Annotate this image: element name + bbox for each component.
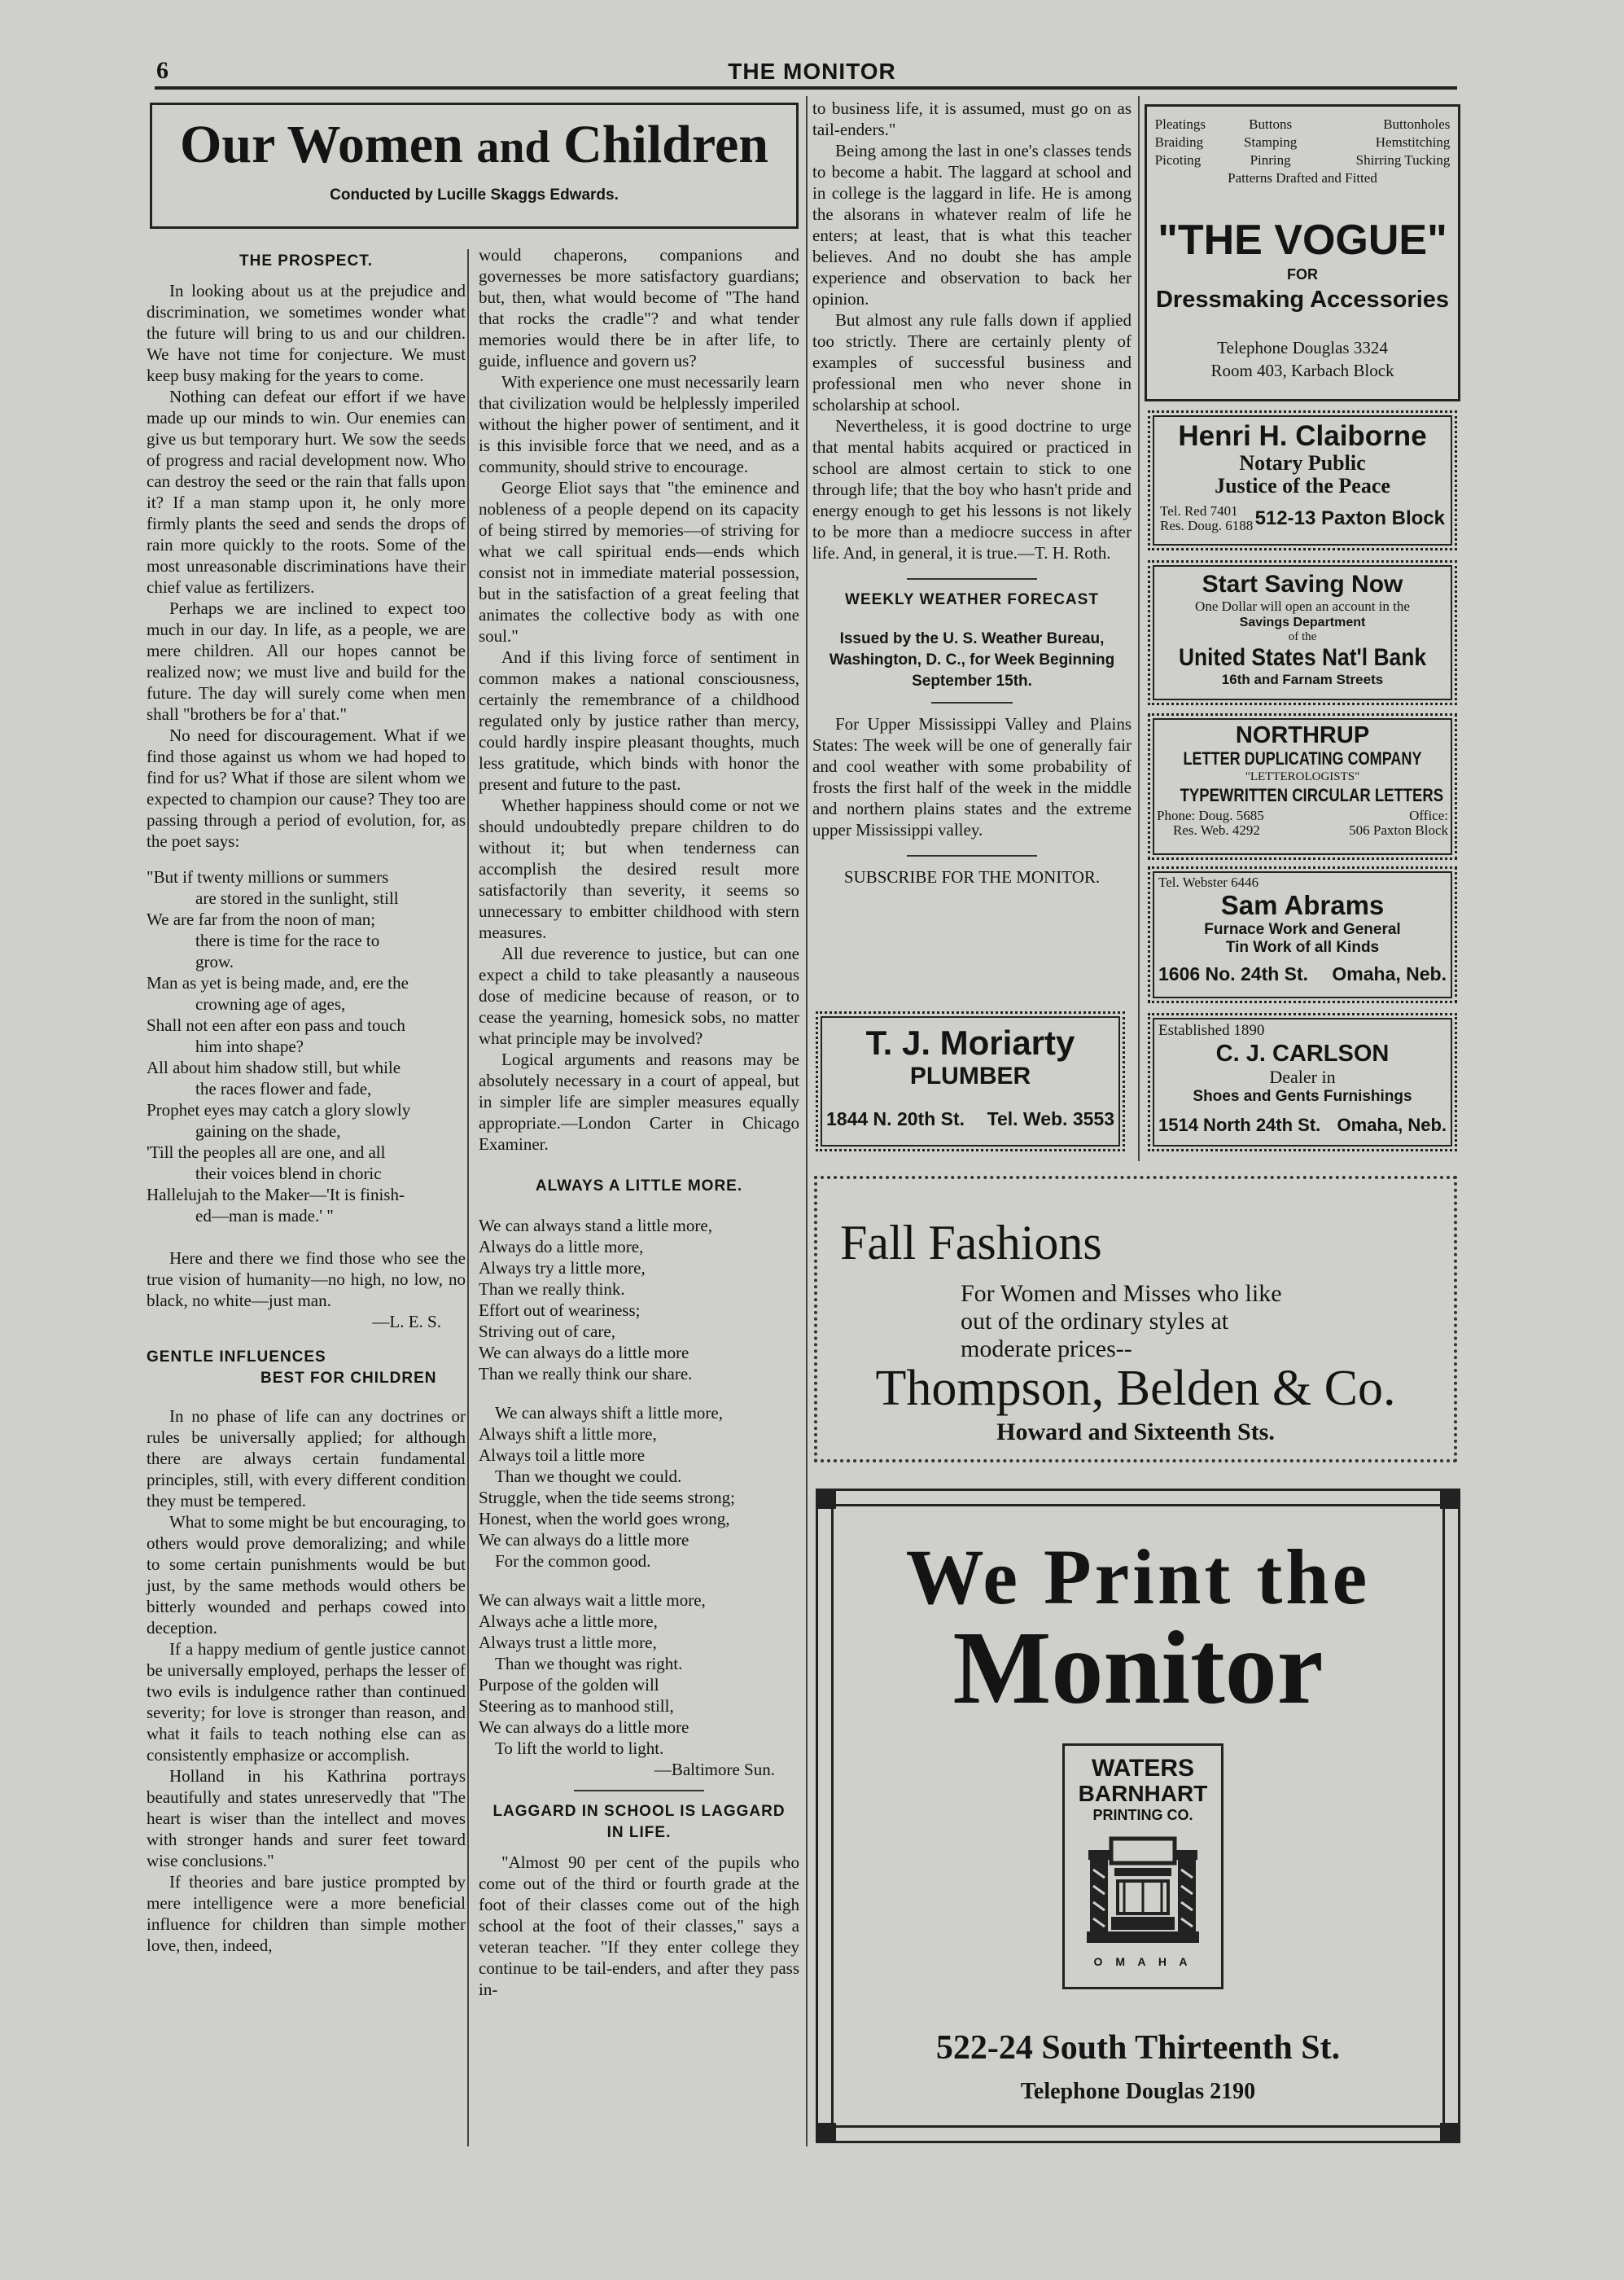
paragraph: Holland in his Kathrina portrays beautifully and states unreservedly that "The heart is wiser than the intellect and moves with stronger hands and surer feet toward wise conclusions." [147, 1766, 466, 1870]
poem: We can always wait a little more, Always ache a little more, Always trust a little more, Than we thought was right. Purpose of the golden will Steering as to manhood still, We can always do a little more To lift the world to light. [479, 1590, 706, 1758]
article-heading: LAGGARD IN SCHOOL IS LAGGARD IN LIFE. [492, 1803, 786, 1841]
section-title: Our Women and Children [180, 115, 768, 174]
paragraph: would chaperons, companions and governesses be more satisfactory guardians; but, then, what would become of "The hand that rocks the cradle"? and what tender memories would there be in after life, to guide, influence and govern us? [479, 245, 799, 370]
paragraph: What to some might be but encouraging, to others would prove demoralizing; and while to some certain punishments would be but just, by the same methods would others be bitterly wounded and perhaps cowed into deception. [147, 1512, 466, 1638]
top-rule [155, 86, 1457, 90]
ad-moriarty: T. J. Moriarty PLUMBER 1844 N. 20th St. Tel. Web. 3553 [816, 1011, 1125, 1151]
article-heading: ALWAYS A LITTLE MORE. [535, 1177, 743, 1195]
ad-us-national-bank: Start Saving Now One Dollar will open an account in the Savings Department of the United States Nat'l Bank 16th and Farnam Streets [1148, 560, 1457, 705]
divider [931, 702, 1013, 704]
printing-press-icon [1082, 1829, 1204, 1951]
column-rule [806, 96, 808, 2146]
divider [907, 855, 1037, 857]
paragraph: Nevertheless, it is good doctrine to urge that mental habits acquired or practiced in school are almost certain to stick to one through life; that the boy who hasn't pride and energy enough to get his lessons is not likely to be more than a mediocre success in after life. And, in general, it is true.—T. H. Roth. [812, 416, 1132, 563]
ad-sam-abrams: Tel. Webster 6446 Sam Abrams Furnace Work and General Tin Work of all Kinds 1606 No. 24th St. Omaha, Neb. [1148, 866, 1457, 1003]
paragraph: With experience one must necessarily learn that civilization would be helplessly imperiled without the higher power of sentiment, and it is this invisible force that we need, and as a community, should strive to encourage. [479, 372, 799, 476]
paragraph: "Almost 90 per cent of the pupils who come out of the third or fourth grade at the foot of their classes come out of the high school at the foot of their classes," says a veteran teacher. "If they enter college they continue to be tail-enders, and after they pass in- [479, 1852, 799, 1999]
signature: —Baltimore Sun. [654, 1760, 775, 1779]
column-rule [1138, 96, 1140, 1161]
ad-title: "THE VOGUE" [1158, 217, 1447, 264]
page-number: 6 [156, 57, 169, 84]
ad-claiborne: Henri H. Claiborne Notary Public Justice of the Peace Tel. Red 7401 Res. Doug. 6188 512-13 Paxton Block [1148, 410, 1457, 550]
printer-logo: WATERS BARNHART PRINTING CO. O M A H A [1062, 1743, 1223, 1989]
paragraph: Nothing can defeat our effort if we have made up our minds to win. Our enemies can give us but temporary hurt. We sow the seeds of progress and racial development now. Who can destroy the seed or the rain that falls upon it? If a man stamp upon it, he only more firmly plants the seed and sends the drops of rain more quickly to the roots. Some of the most unreasonable discriminations have their chief value as fertilizers. [147, 387, 466, 597]
divider [907, 578, 1037, 580]
paragraph: In looking about us at the prejudice and discrimination, we sometimes wonder what the future will bring to us and our children. We have not time for conjecture. We must keep busy making for the years to come. [147, 281, 466, 385]
column-3 [812, 98, 1132, 888]
paragraph: Here and there we find those who see the true vision of humanity—no high, no low, no black, no white—just man. [147, 1248, 466, 1310]
column-2 [479, 244, 799, 2000]
ad-the-vogue: Pleatings Buttons Buttonholes Braiding Stamping Hemstitching Picoting Pinring Shirring Tucking Patterns Drafted and Fitted "THE VOGUE" FOR Dressmaking Accessories Telephone Douglas 3324 Room 403, Karbach Block [1145, 104, 1460, 401]
subscribe-notice: SUBSCRIBE FOR THE MONITOR. [843, 867, 1101, 887]
paragraph: Whether happiness should come or not we should undoubtedly prepare children to do without it; but when tenderness can accomplish the desired result more satisfactorily than severity, it seems so unnecessary to embitter childhood with stern measures. [479, 796, 799, 942]
paragraph: No need for discouragement. What if we find those against us whom we had hoped to find for us? What if those are silent whom we expected to champion our cause? They too are passing through a period of evolution, for, as the poet says: [147, 726, 466, 851]
paragraph: to business life, it is assumed, must go on as tail-enders." [812, 99, 1132, 139]
ad-thompson-belden: Fall Fashions For Women and Misses who like out of the ordinary styles at moderate prices-- Thompson, Belden & Co. Howard and Sixteenth Sts. [811, 1173, 1460, 1466]
column-1 [147, 244, 466, 1956]
article-heading: WEEKLY WEATHER FORECAST [845, 591, 1099, 608]
services-list: Pleatings Buttons Buttonholes Braiding Stamping Hemstitching Picoting Pinring Shirring Tucking [1154, 116, 1451, 168]
paragraph: If a happy medium of gentle justice cannot be universally employed, perhaps the lesser of two evils is indulgence rather than continued severity; for love is stronger than reason, and what it fails to teach nothing else can as consistently emphasize or accomplish. [147, 1639, 466, 1765]
divider [574, 1790, 704, 1791]
paragraph: Logical arguments and reasons may be absolutely necessary in a court of appeal, but in simpler life are simpler measures equally appropriate.—London Carter in Chicago Examiner. [479, 1050, 799, 1154]
poem: "But if twenty millions or summers are stored in the sunlight, still We are far from the noon of man; there is time for the race to grow. Man as yet is being made, and, ere the crowning age of ages, Shall not een after eon pass and touch him into shape? All about him shadow still, but while the races flower and fade, Prophet eyes may catch a glory slowly gaining on the shade, 'Till the peoples all are one, and all their voices blend in choric Hallelujah to the Maker—'It is finish- ed—man is made.' " [147, 867, 411, 1226]
signature: —L. E. S. [372, 1312, 441, 1331]
ad-northrup: NORTHRUP LETTER DUPLICATING COMPANY "LETTEROLOGISTS" TYPEWRITTEN CIRCULAR LETTERS Phone: Doug. 5685 Res. Web. 4292 Office: 506 Paxton Block [1148, 713, 1457, 860]
article-heading: GENTLE INFLUENCES BEST FOR CHILDREN [147, 1348, 437, 1387]
paragraph: If theories and bare justice prompted by mere intelligence were a more beneficial influence for children than simple mother love, then, indeed, [147, 1872, 466, 1955]
paragraph: In no phase of life can any doctrines or rules be universally applied; for although there are always certain fundamental principles, still, with every different condition they must be tempered. [147, 1406, 466, 1510]
paragraph: For Upper Mississippi Valley and Plains States: The week will be one of generally fair and cool weather with some probability of frosts the first half of the week in the middle and northern plains states and the extreme upper Mississippi valley. [812, 714, 1132, 840]
paragraph: All due reverence to justice, but can one expect a child to take pleasantly a nauseous dose of medicine because of reason, or to cease the yearning, homesick sobs, no matter what principle may be involved? [479, 944, 799, 1048]
paragraph: And if this living force of sentiment in common makes a national consciousness, certainly the remembrance of a childhood regulated only by justice rather than mercy, could hardly inspire pleasant thoughts, much less gratitude, which binds with honor the present and future to the past. [479, 647, 799, 794]
ad-waters-barnhart: We Print the Monitor WATERS BARNHART PRINTING CO. O M A H A 522-24 South Thirteenth St. Telephone Douglas 2190 [816, 1489, 1460, 2143]
paragraph: But almost any rule falls down if applied too strictly. There are certainly plenty of examples of successful business and professional men who never shone in scholarship at school. [812, 310, 1132, 414]
column-rule [467, 249, 469, 2146]
paragraph: Being among the last in one's classes tends to become a habit. The laggard at school and in college is the laggard in life. He is among the alsorans in whatever realm of life he enters; at least, that is what this teacher believes. And no doubt she has ample experience and observation to back her opinion. [812, 141, 1132, 309]
spacer [147, 1391, 466, 1405]
ad-carlson: Established 1890 C. J. CARLSON Dealer in Shoes and Gents Furnishings 1514 North 24th St. Omaha, Neb. [1148, 1013, 1457, 1151]
section-header [150, 103, 799, 229]
paragraph: Perhaps we are inclined to expect too much in our day. In life, as a people, we are mere children. All our hopes cannot be realized now; we must live and build for the future. The day will surely come when men shall "brothers be for a' that." [147, 598, 466, 724]
poem: We can always stand a little more, Always do a little more, Always try a little more, Than we really think. Effort out of weariness; Striving out of care, We can always do a little more Than we really think our share. [479, 1216, 712, 1383]
paragraph: George Eliot says that "the eminence and nobleness of a people depend on its capacity of being stirred by memories—of striving for what we call spiritual ends—ends which consist not in immediate material possession, but in the satisfaction of a great feeling that animates the collective body as with one soul." [479, 478, 799, 646]
article-heading: THE PROSPECT. [239, 252, 373, 270]
ad-title: Fall Fashions [840, 1216, 1102, 1269]
poem: We can always shift a little more, Always shift a little more, Always toil a little more Than we thought we could. Struggle, when the tide seems strong; Honest, when the world goes wrong, We can always do a little more For the common good. [479, 1403, 735, 1571]
section-byline: Conducted by Lucille Skaggs Edwards. [330, 186, 619, 204]
weather-issued: Issued by the U. S. Weather Bureau, Washington, D. C., for Week Beginning September 15th. [829, 630, 1115, 690]
masthead: THE MONITOR [728, 59, 896, 84]
